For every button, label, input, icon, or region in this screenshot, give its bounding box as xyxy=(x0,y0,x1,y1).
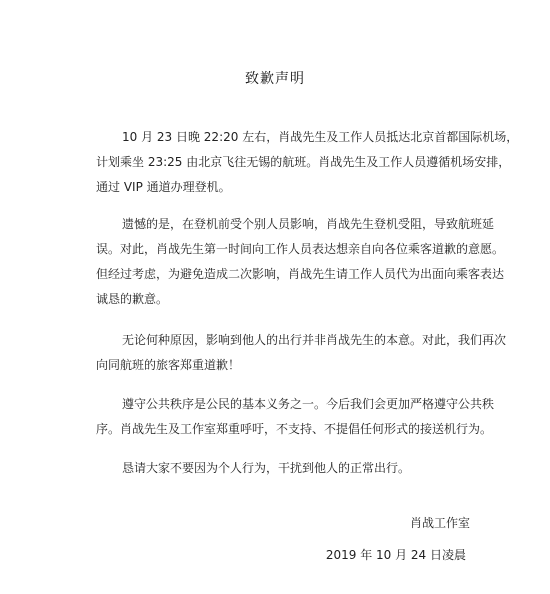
paragraph-line: 无论何种原因，影响到他人的出行并非肖战先生的本意。对此，我们再次 xyxy=(122,333,507,347)
paragraph-line: 通过 VIP 通道办理登机。 xyxy=(96,180,231,194)
paragraph-4 xyxy=(96,392,495,442)
paragraph-1 xyxy=(96,125,519,200)
paragraph-line: 遗憾的是，在登机前受个别人员影响，肖战先生登机受阻，导致航班延 xyxy=(122,217,495,231)
paragraph-line: 诚恳的歉意。 xyxy=(96,292,169,306)
paragraph-5 xyxy=(96,456,478,481)
paragraph-line: 向同航班的旅客郑重道歉！ xyxy=(96,358,241,372)
paragraph-2 xyxy=(96,212,505,312)
paragraph-line: 遵守公共秩序是公民的基本义务之一。今后我们会更加严格遵守公共秩 xyxy=(122,397,495,411)
paragraph-line: 恳请大家不要因为个人行为，干扰到他人的正常出行。 xyxy=(122,461,411,475)
paragraph-line: 误。对此，肖战先生第一时间向工作人员表达想亲自向各位乘客道歉的意愿。 xyxy=(96,242,505,256)
paragraph-3 xyxy=(96,328,507,378)
paragraph-line: 序。肖战先生及工作室郑重呼吁，不支持、不提倡任何形式的接送机行为。 xyxy=(96,422,493,436)
signature-date: 2019 年 10 月 24 日凌晨 xyxy=(325,548,466,562)
paragraph-line: 但经过考虑，为避免造成二次影响，肖战先生请工作人员代为出面向乘客表达 xyxy=(96,267,505,281)
signature-organization: 肖战工作室 xyxy=(409,516,470,530)
paragraph-line: 计划乘坐 23:25 由北京飞往无锡的航班。肖战先生及工作人员遵循机场安排， xyxy=(96,155,511,169)
document-title: 致歉声明 xyxy=(245,71,305,87)
paragraph-line: 10 月 23 日晚 22:20 左右，肖战先生及工作人员抵达北京首都国际机场， xyxy=(122,130,519,144)
